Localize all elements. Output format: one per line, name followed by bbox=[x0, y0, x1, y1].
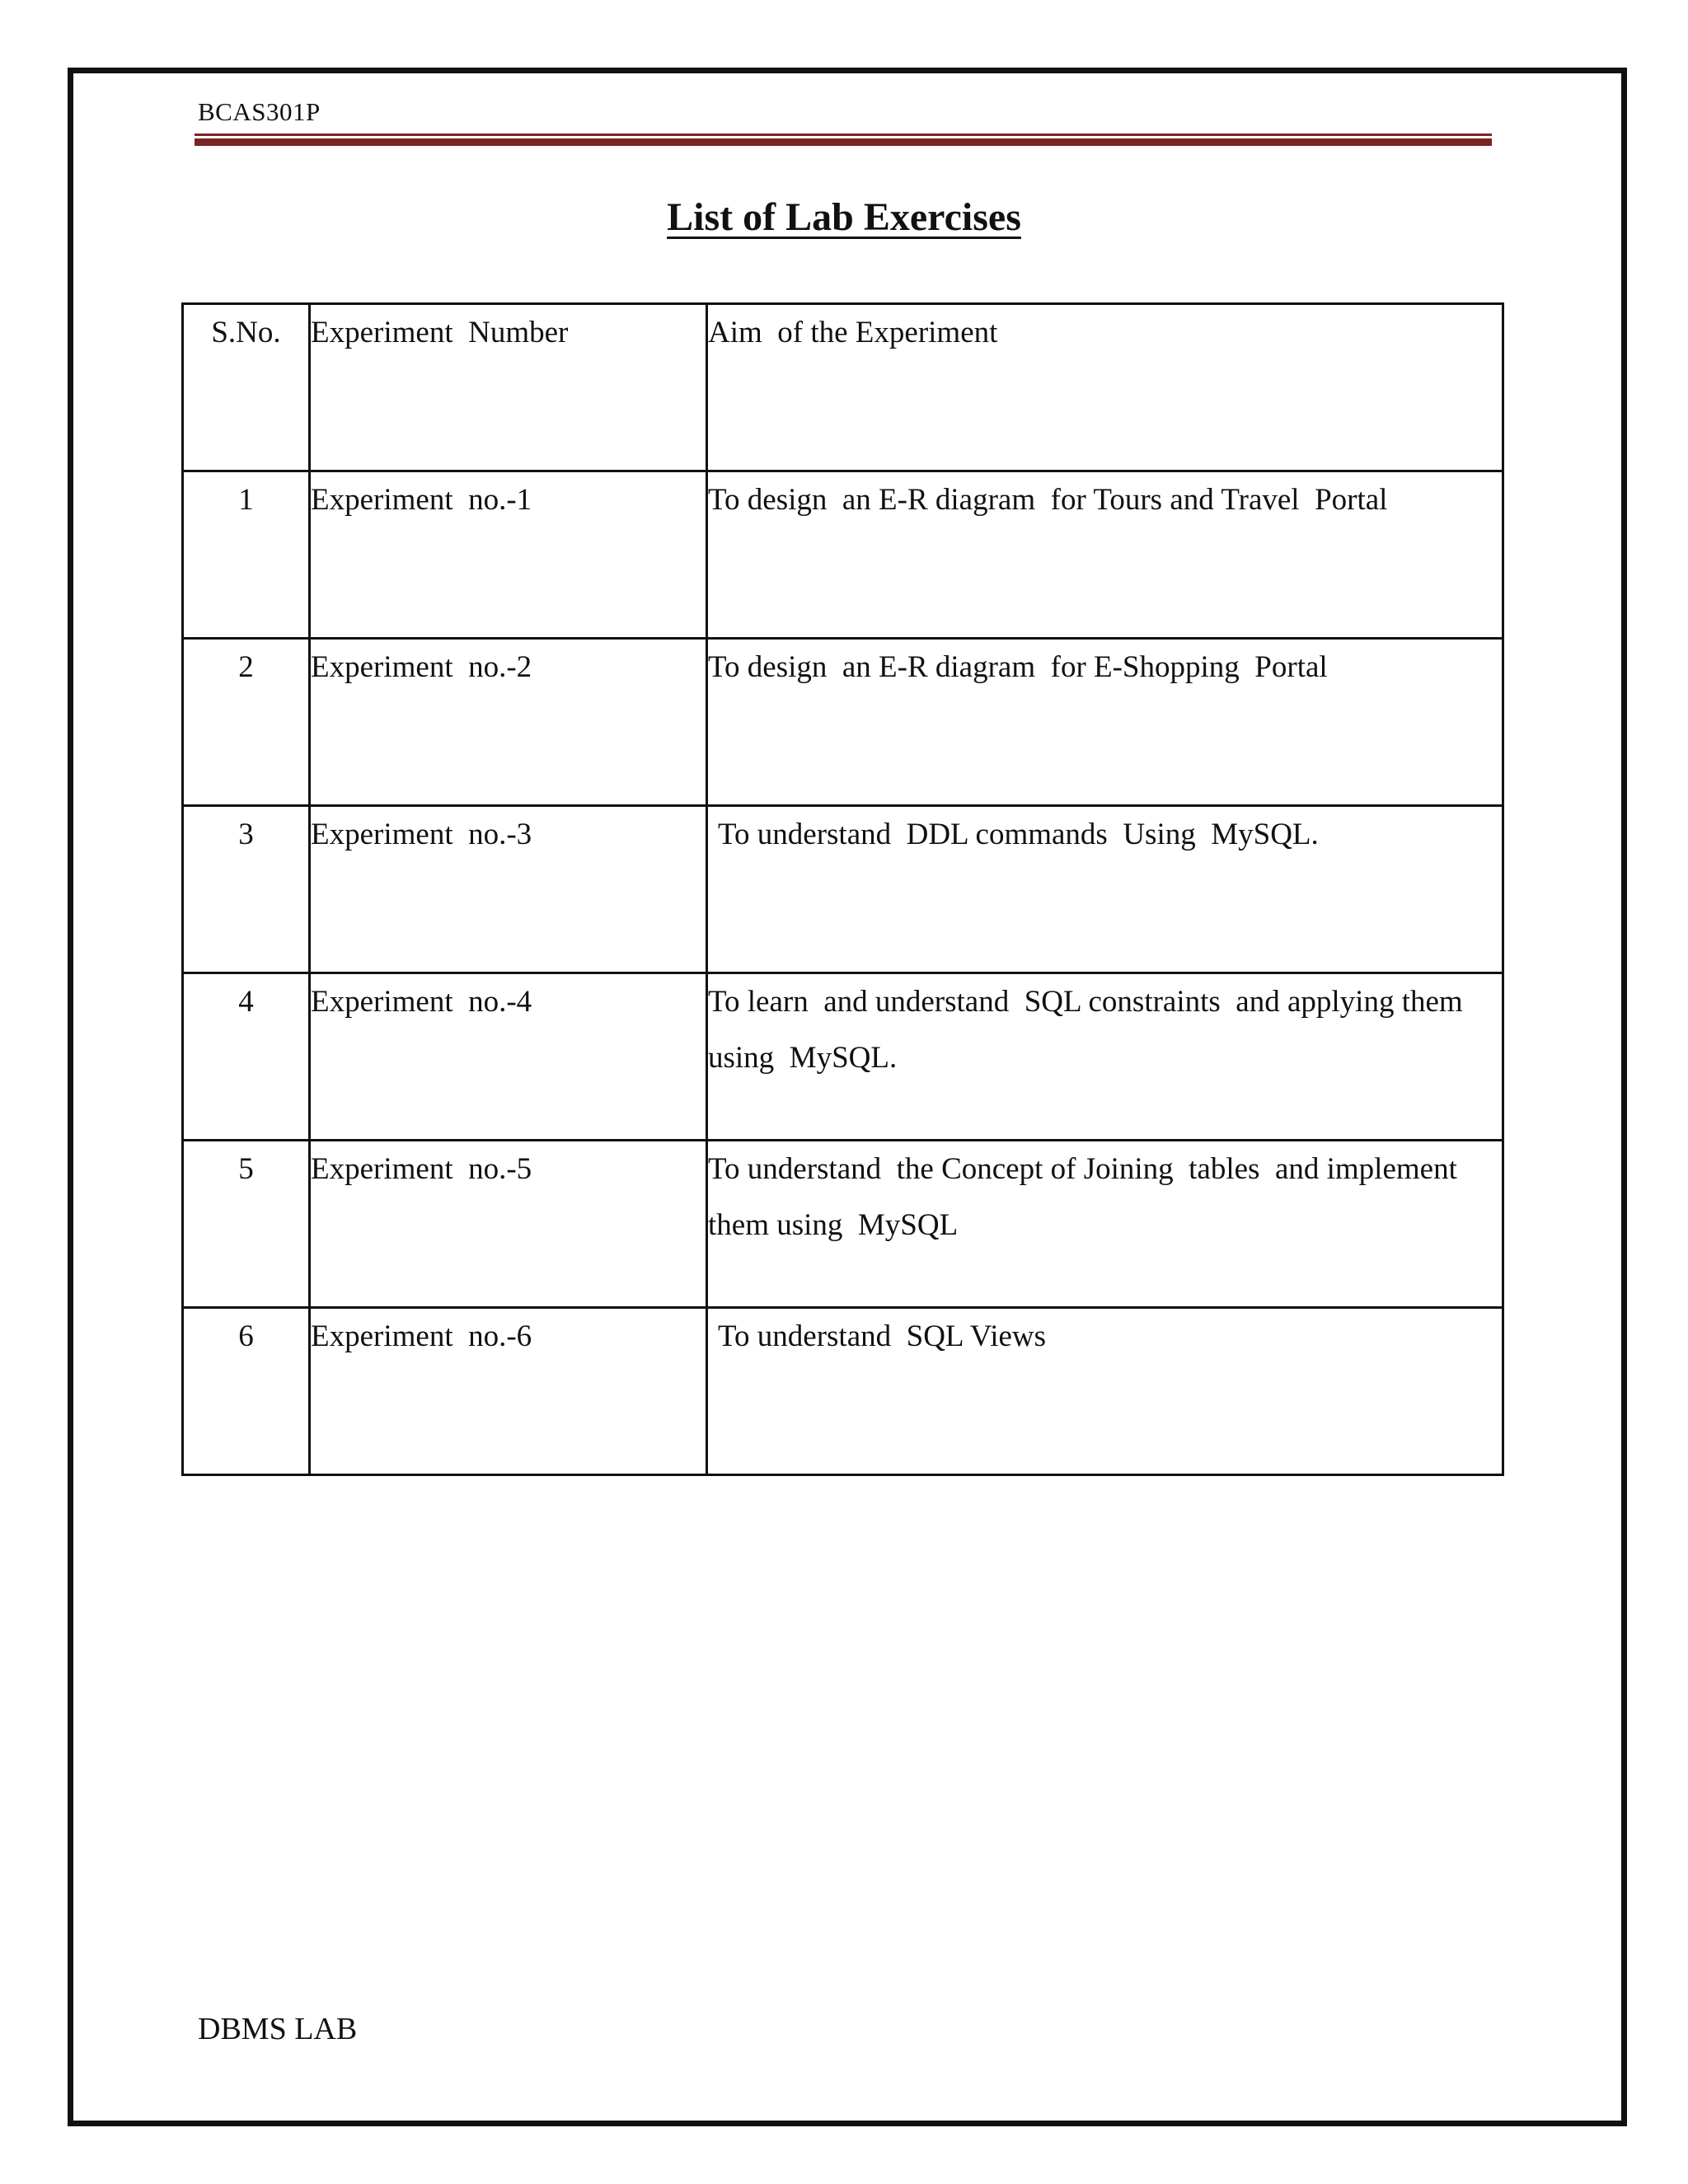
row-experiment: Experiment no.-1 bbox=[310, 471, 707, 639]
row-aim: To understand SQL Views bbox=[718, 1319, 1047, 1353]
header-sno: S.No. bbox=[183, 304, 310, 471]
lab-exercises-table bbox=[181, 302, 1504, 1476]
table-row bbox=[183, 806, 1503, 973]
course-code: BCAS301P bbox=[198, 97, 321, 126]
table-row bbox=[183, 1308, 1503, 1475]
table-row bbox=[183, 1141, 1503, 1308]
table-row bbox=[183, 639, 1503, 806]
table-row bbox=[183, 471, 1503, 639]
row-aim-cell bbox=[707, 806, 1503, 973]
header-rule-thick bbox=[195, 138, 1492, 146]
row-sno: 4 bbox=[183, 973, 310, 1141]
row-aim: To design an E-R diagram for E-Shopping Portal bbox=[707, 639, 1503, 806]
row-experiment: Experiment no.-2 bbox=[310, 639, 707, 806]
row-sno: 3 bbox=[183, 806, 310, 973]
table-row bbox=[183, 973, 1503, 1141]
row-experiment: Experiment no.-4 bbox=[310, 973, 707, 1141]
page-title-text: List of Lab Exercises bbox=[667, 195, 1021, 239]
footer-label: DBMS LAB bbox=[198, 2012, 358, 2046]
row-experiment: Experiment no.-5 bbox=[310, 1141, 707, 1308]
header-experiment-number: Experiment Number bbox=[310, 304, 707, 471]
header-aim: Aim of the Experiment bbox=[707, 304, 1503, 471]
row-aim: To design an E-R diagram for Tours and Travel Portal bbox=[707, 471, 1503, 639]
header-rule-thin bbox=[195, 134, 1492, 136]
row-aim: To learn and understand SQL constraints and applying them using MySQL. bbox=[707, 973, 1503, 1141]
row-aim: To understand DDL commands Using MySQL. bbox=[718, 818, 1319, 851]
row-sno: 1 bbox=[183, 471, 310, 639]
row-aim: To understand the Concept of Joining tables and implement them using MySQL bbox=[707, 1141, 1503, 1308]
page-title bbox=[0, 194, 1688, 240]
header-rule bbox=[195, 134, 1492, 145]
table-header-row bbox=[183, 304, 1503, 471]
row-experiment: Experiment no.-6 bbox=[310, 1308, 707, 1475]
row-experiment: Experiment no.-3 bbox=[310, 806, 707, 973]
row-sno: 5 bbox=[183, 1141, 310, 1308]
row-aim-cell bbox=[707, 1308, 1503, 1475]
row-sno: 2 bbox=[183, 639, 310, 806]
row-sno: 6 bbox=[183, 1308, 310, 1475]
